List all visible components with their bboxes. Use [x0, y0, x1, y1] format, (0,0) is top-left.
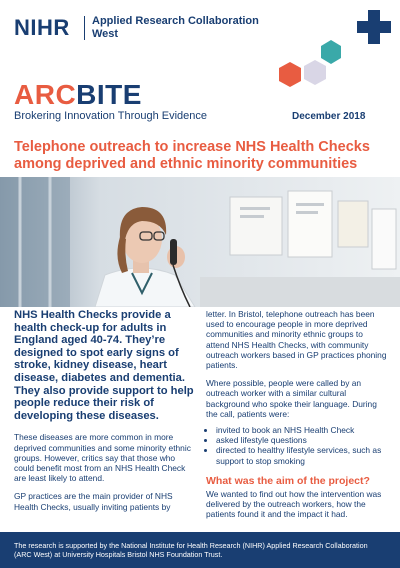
title-line1: Telephone outreach to increase NHS Health Checks — [14, 139, 370, 155]
paragraph: Where possible, people were called by an outreach worker with a similar cultural background who spoke their language. During the call, patients were: — [206, 378, 377, 419]
logo-divider — [84, 16, 85, 40]
paragraph: We wanted to find out how the intervention was delivered by the outreach workers, how the patients found it and the impact it had. — [206, 488, 382, 520]
paragraph: letter. In Bristol, telephone outreach has been used to encourage people in more deprived communities and minority ethnic groups to attend NHS Health Checks, with community outreach workers based in GP practices phoning patients. — [206, 309, 387, 371]
page-title — [14, 139, 386, 173]
list-item: • asked lifestyle questions — [216, 435, 388, 445]
plus-icon — [355, 8, 393, 46]
title-line2: among deprived and ethnic minority communities — [14, 156, 358, 172]
section-heading: What was the aim of the project? — [206, 474, 370, 487]
footer-text: The research is supported by the National Institute for Health Research (NIHR) Applied Research Collaboration (ARC West) at University Hospitals Bristol NHS Foundation Trust. — [14, 541, 368, 559]
wordmark-arc: ARC — [14, 79, 77, 110]
coral-hexagon — [279, 62, 301, 87]
paragraph: These diseases are more common in more deprived communities and some minority ethnic groups. However, critics say that those who could benefit most from an NHS Health Check are least likely to attend. — [14, 432, 191, 484]
nihr-logo: NIHR — [14, 15, 70, 40]
bullet-list — [206, 425, 388, 466]
publication-date: December 2018 — [292, 111, 366, 122]
hexagon-graphic — [275, 38, 345, 98]
paragraph: GP practices are the main provider of NHS Health Checks, usually inviting patients by — [14, 491, 173, 512]
teal-hexagon — [321, 40, 341, 64]
org-name-line2: West — [92, 28, 119, 40]
lilac-hexagon — [304, 60, 326, 85]
lead-paragraph: NHS Health Checks provide a health check-up for adults in England aged 40-74. They’re designed to spot early signs of stroke, kidney disease, heart disease, diabetes and dementia. They also provide support to help people reduce their risk of developing these diseases. — [14, 309, 194, 422]
nurse-on-phone-photo — [0, 177, 400, 307]
arcbite-wordmark — [14, 79, 142, 111]
list-item: • invited to book an NHS Health Check — [216, 425, 388, 435]
tagline: Brokering Innovation Through Evidence — [14, 110, 208, 122]
left-column — [14, 309, 194, 512]
wordmark-bite: BITE — [76, 79, 142, 110]
org-name-line1: Applied Research Collaboration — [92, 15, 259, 27]
right-column — [206, 309, 388, 519]
list-item: • directed to healthy lifestyle services, such as support to stop smoking — [216, 445, 388, 465]
